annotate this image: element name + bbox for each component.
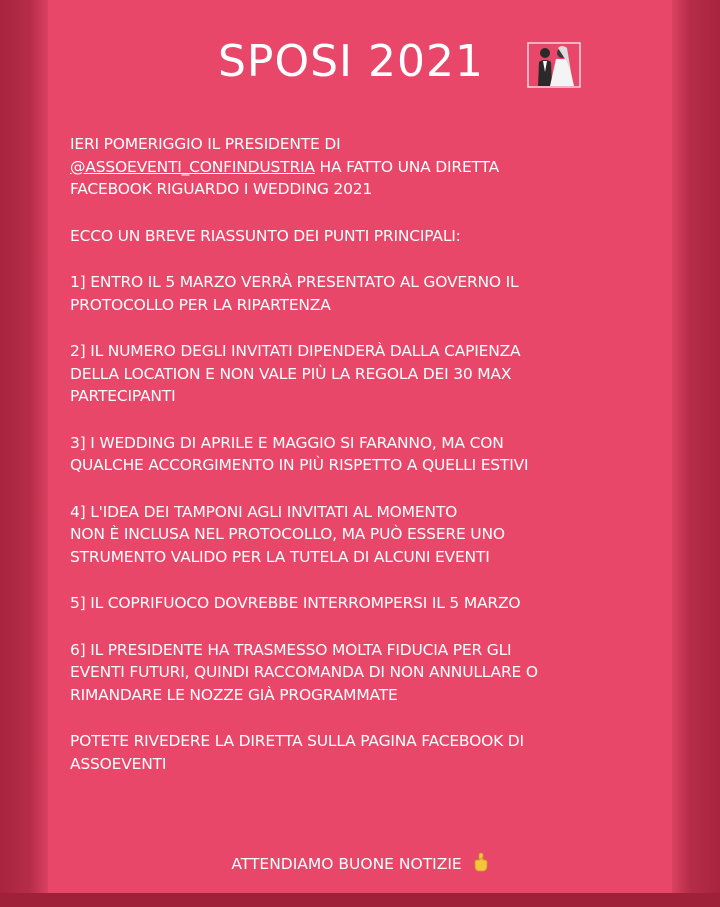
point-line: STRUMENTO VALIDO PER LA TUTELA DI ALCUNI EVENTI — [70, 547, 490, 566]
bottom-strip — [0, 893, 720, 907]
intro-text: HA FATTO UNA DIRETTA — [314, 157, 499, 176]
intro-paragraph — [70, 133, 650, 201]
point-paragraph — [70, 592, 650, 615]
outro-paragraph — [70, 730, 650, 775]
point-paragraph — [70, 271, 650, 316]
point-line: EVENTI FUTURI, QUINDI RACCOMANDA DI NON ANNULLARE O — [70, 663, 538, 681]
point-paragraph — [70, 639, 650, 707]
title-row — [0, 36, 720, 106]
point-line: 3] I WEDDING DI APRILE E MAGGIO SI FARANNO, MA CON — [70, 433, 504, 452]
intro-line: IERI POMERIGGIO IL PRESIDENTE DI — [70, 135, 341, 153]
point-paragraph — [70, 501, 650, 569]
summary-heading-text: ECCO UN BREVE RIASSUNTO DEI PUNTI PRINCIPALI: — [70, 226, 461, 245]
point-paragraph — [70, 432, 650, 477]
point-line: 5] IL COPRIFUOCO DOVREBBE INTERROMPERSI IL 5 MARZO — [70, 594, 521, 612]
closing-line — [0, 852, 720, 873]
point-line: 1] ENTRO IL 5 MARZO VERRÀ PRESENTATO AL GOVERNO IL — [70, 273, 519, 291]
page-title: SPOSI 2021 — [218, 36, 484, 87]
closing-text: ATTENDIAMO BUONE NOTIZIE — [231, 855, 462, 873]
point-line: RIMANDARE LE NOZZE GIÀ PROGRAMMATE — [70, 685, 398, 704]
crossed-fingers-icon — [473, 852, 489, 872]
mention-link[interactable]: @ASSOEVENTI_CONFINDUSTRIA — [70, 157, 315, 176]
point-line: 6] IL PRESIDENTE HA TRASMESSO MOLTA FIDUCIA PER GLI — [70, 640, 512, 659]
point-line: PARTECIPANTI — [70, 387, 176, 405]
point-line: 4] L'IDEA DEI TAMPONI AGLI INVITATI AL MOMENTO — [70, 502, 458, 521]
wedding-couple-icon — [527, 42, 581, 88]
summary-heading — [70, 225, 650, 248]
points-list — [70, 271, 650, 706]
intro-line — [70, 156, 650, 179]
point-line: NON È INCLUSA NEL PROTOCOLLO, MA PUÒ ESSERE UNO — [70, 525, 505, 543]
outro-line: ASSOEVENTI — [70, 754, 167, 773]
story-text — [70, 133, 650, 799]
point-line: 2] IL NUMERO DEGLI INVITATI DIPENDERÀ DALLA CAPIENZA — [70, 342, 521, 360]
point-line: DELLA LOCATION E NON VALE PIÙ LA REGOLA DEI 30 MAX — [70, 364, 512, 383]
outro-line: POTETE RIVEDERE LA DIRETTA SULLA PAGINA FACEBOOK DI — [70, 732, 524, 750]
intro-line: FACEBOOK RIGUARDO I WEDDING 2021 — [70, 180, 373, 198]
point-line: PROTOCOLLO PER LA RIPARTENZA — [70, 295, 331, 314]
point-paragraph — [70, 340, 650, 408]
point-line: QUALCHE ACCORGIMENTO IN PIÙ RISPETTO A QUELLI ESTIVI — [70, 456, 529, 474]
